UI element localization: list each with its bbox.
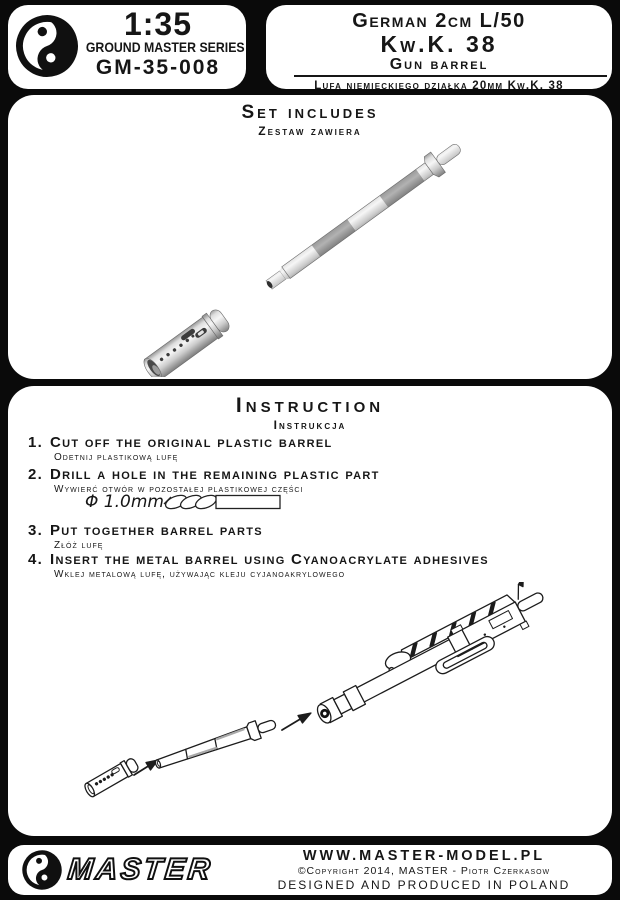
- website-url: WWW.MASTER-MODEL.PL: [302, 848, 546, 864]
- instruction-title: Instruction: [235, 394, 385, 417]
- title-divider: [294, 75, 607, 77]
- footer: [8, 845, 612, 895]
- instruction-panel: [8, 386, 612, 836]
- step-4: [28, 551, 604, 568]
- drill-diameter-label: Φ 1.0mm: [85, 492, 164, 512]
- step-1-text-en: Cut off the original plastic barrel: [50, 434, 333, 451]
- assembly-receiver: [305, 582, 553, 734]
- step-2: [28, 466, 604, 483]
- turned-metal-barrel-render: [261, 139, 467, 296]
- step-1-text-pl: Odetnij plastikową lufę: [54, 452, 179, 463]
- series-label: GROUND MASTER SERIES: [85, 39, 245, 55]
- step-4-text-en: Insert the metal barrel using Cyanoacrylate adhesives: [50, 551, 489, 568]
- assembly-barrel: [153, 715, 278, 773]
- flash-hider-render: [140, 306, 233, 377]
- drill-bit-icon: [163, 491, 285, 513]
- step-3: [28, 522, 604, 539]
- footer-master-logo-icon: [21, 849, 63, 891]
- scale-label: 1:35: [123, 6, 193, 42]
- assembly-flash-hider: [83, 756, 140, 799]
- step-1-number: 1.: [28, 434, 44, 451]
- step-3-text-pl: Złóż lufę: [54, 540, 104, 551]
- step-2-text-pl: Wywierć otwór w pozostałej plastikowej części: [54, 484, 304, 495]
- assembly-diagram: [8, 582, 612, 834]
- origin-line: DESIGNED AND PRODUCED IN POLAND: [277, 878, 571, 892]
- set-includes-subtitle-polish: Zestaw zawiera: [258, 124, 362, 138]
- step-2-number: 2.: [28, 466, 44, 483]
- product-title-line1: German 2cm L/50: [352, 10, 526, 32]
- step-4-number: 4.: [28, 551, 44, 568]
- brand-wordmark: MASTER: [66, 853, 215, 886]
- product-code: GM-35-008: [95, 56, 221, 79]
- product-title-box: [266, 5, 612, 92]
- product-subtitle-polish: Lufa niemieckiego działka 20mm Kw.K. 38: [314, 80, 564, 92]
- master-logo-icon: [14, 13, 80, 79]
- step-2-text-en: Drill a hole in the remaining plastic part: [50, 466, 380, 483]
- step-1: [28, 434, 604, 451]
- set-includes-panel: [8, 95, 612, 379]
- product-title-line3: Gun barrel: [389, 56, 489, 73]
- instruction-subtitle-polish: Instrukcja: [273, 418, 347, 432]
- step-3-text-en: Put together barrel parts: [50, 522, 263, 539]
- parts-illustration: [8, 139, 612, 377]
- set-includes-title: Set includes: [241, 102, 379, 123]
- series-badge: [8, 5, 246, 89]
- step-4-text-pl: Wklej metalową lufę, używając kleju cyjanoakrylowego: [54, 569, 346, 580]
- copyright-line: ©Copyright 2014, MASTER - Piotr Czerkasow: [297, 865, 551, 877]
- product-title-line2: Kw.K. 38: [380, 31, 498, 57]
- step-3-number: 3.: [28, 522, 44, 539]
- assembly-arrow-2: [282, 713, 311, 730]
